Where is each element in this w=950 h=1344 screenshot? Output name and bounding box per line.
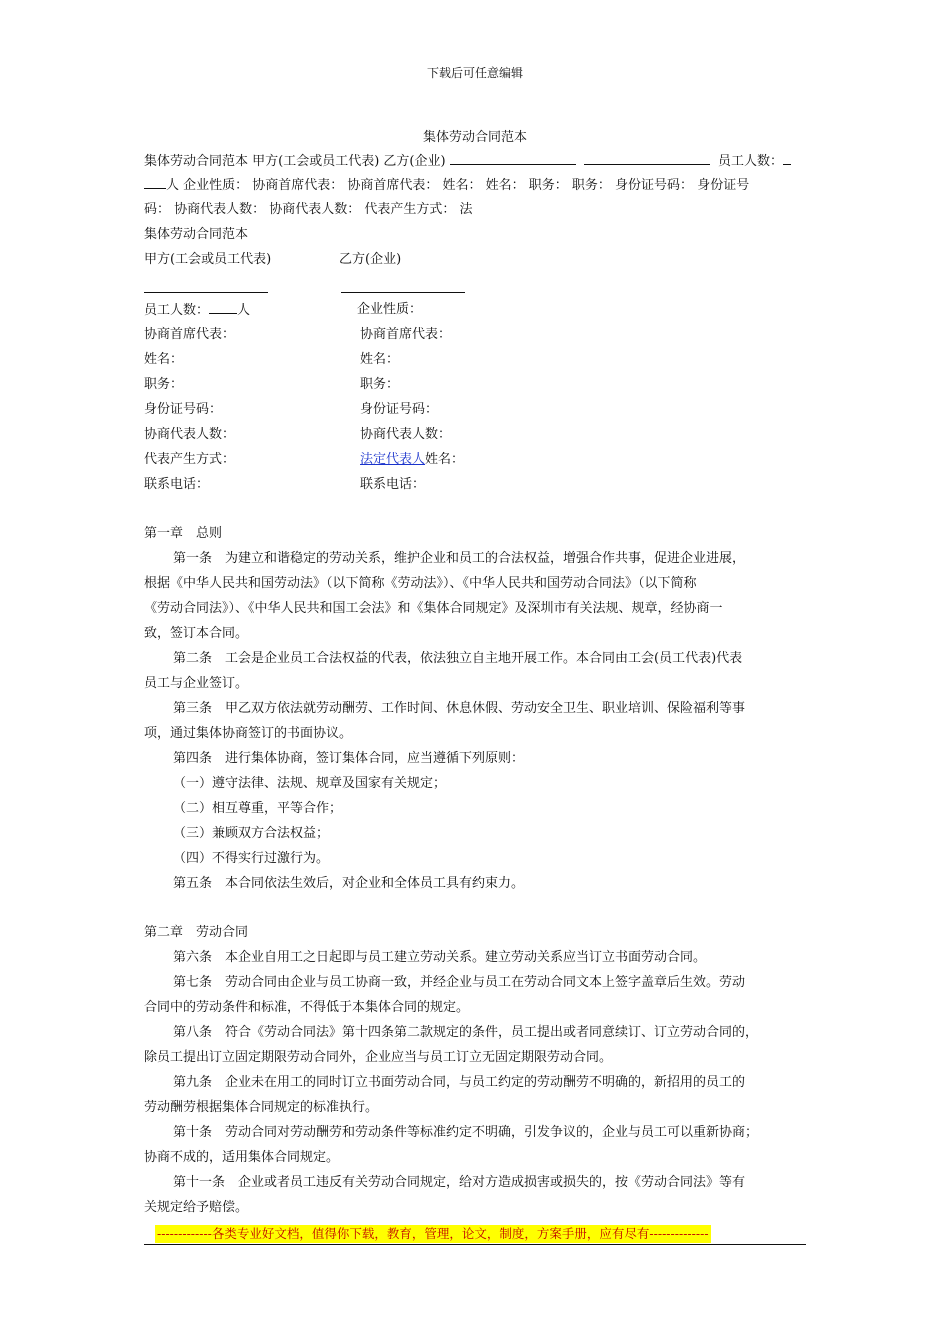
intro-text-2: 人 企业性质： 协商首席代表： 协商首席代表： 姓名： 姓名： 职务： 职务： 身份证号码： 身份证号 [166, 178, 750, 193]
article-1-line: 第一条 为建立和谐稳定的劳动关系，维护企业和员工的合法权益，增强合作共事，促进企业进展， [173, 551, 746, 566]
article-11-line: 关规定给予赔偿。 [144, 1200, 249, 1215]
article-7-line: 合同中的劳动条件和标准，不得低于本集体合同的规定。 [144, 1000, 470, 1015]
article-3-line: 项，通过集体协商签订的书面协议。 [144, 726, 353, 741]
party-a-signature-line [144, 292, 268, 293]
article-5-line: 第五条 本合同依法生效后，对企业和全体员工具有约束力。 [173, 876, 525, 891]
chapter-2-heading: 第二章 劳动合同 [144, 925, 249, 940]
article-6-line: 第六条 本企业自用工之日起即与员工建立劳动关系。建立劳动关系应当订立书面劳动合同。 [173, 950, 707, 965]
article-1-line: 根据《中华人民共和国劳动法》（以下简称《劳动法》）、《中华人民共和国劳动合同法》（以下简称 [144, 576, 697, 591]
intro-line-3: 码： 协商代表人数： 协商代表人数： 代表产生方式： 法 [144, 202, 473, 217]
left-chief-rep-label: 协商首席代表： [144, 327, 236, 342]
article-9-line: 劳动酬劳根据集体合同规定的标准执行。 [144, 1100, 379, 1115]
blank-field [209, 301, 237, 314]
employee-count-label: 员工人数： [144, 303, 210, 318]
article-1-line: 致，签订本合同。 [144, 626, 249, 641]
footer-rule [144, 1244, 806, 1245]
article-4-item: （一）遵守法律、法规、规章及国家有关规定； [173, 776, 447, 791]
article-7-line: 第七条 劳动合同由企业与员工协商一致，并经企业与员工在劳动合同文本上签字盖章后生效。劳动 [173, 975, 746, 990]
right-position-label: 职务： [360, 377, 400, 392]
left-rep-count-label: 协商代表人数： [144, 427, 236, 442]
right-chief-rep-label: 协商首席代表： [360, 327, 452, 342]
article-10-line: 协商不成的，适用集体合同规定。 [144, 1150, 340, 1165]
footer-banner: -------------各类专业好文档，值得你下载，教育，管理，论文，制度，方案手册，应有尽有-------------- [157, 1226, 709, 1241]
employee-count-unit: 人 [237, 303, 251, 318]
article-4-item: （二）相互尊重，平等合作； [173, 801, 343, 816]
article-4-line: 第四条 进行集体协商，签订集体合同，应当遵循下列原则： [173, 751, 525, 766]
legal-rep-link[interactable]: 法定代表人 [360, 452, 426, 467]
article-9-line: 第九条 企业未在用工的同时订立书面劳动合同，与员工约定的劳动酬劳不明确的，新招用的员工的 [173, 1075, 746, 1090]
blank-field [584, 152, 710, 165]
legal-rep-name-label: 姓名： [425, 452, 465, 467]
article-10-line: 第十条 劳动合同对劳动酬劳和劳动条件等标准约定不明确，引发争议的，企业与员工可以重新协商； [173, 1125, 759, 1140]
right-name-label: 姓名： [360, 352, 400, 367]
left-name-label: 姓名： [144, 352, 184, 367]
legal-rep-row [360, 451, 464, 469]
blank-field [450, 152, 576, 165]
employee-count-row [144, 301, 250, 320]
document-title: 集体劳动合同范本 [422, 130, 527, 145]
article-4-item: （三）兼顾双方合法权益； [173, 826, 330, 841]
intro-text-1: 集体劳动合同范本 甲方(工会或员工代表) 乙方(企业) [144, 154, 446, 169]
right-rep-count-label: 协商代表人数： [360, 427, 452, 442]
article-1-line: 《劳动合同法》）、《中华人民共和国工会法》和《集体合同规定》及深圳市有关法规、规章，经协商一 [144, 601, 723, 616]
intro-line-1 [144, 152, 791, 171]
party-a-label: 甲方(工会或员工代表) [144, 252, 272, 267]
article-8-line: 除员工提出订立固定期限劳动合同外，企业应当与员工订立无固定期限劳动合同。 [144, 1050, 613, 1065]
intro-line-2 [144, 176, 749, 195]
article-3-line: 第三条 甲乙双方依法就劳动酬劳、工作时间、休息休假、劳动安全卫生、职业培训、保险福利等事 [173, 701, 746, 716]
rep-method-label: 代表产生方式： [144, 452, 236, 467]
article-8-line: 第八条 符合《劳动合同法》第十四条第二款规定的条件，员工提出或者同意续订、订立劳动合同的， [173, 1025, 759, 1040]
right-id-label: 身份证号码： [360, 402, 439, 417]
blank-field [144, 176, 166, 189]
intro-text-1-tail: 员工人数： [717, 154, 783, 169]
enterprise-nature-label: 企业性质： [357, 302, 423, 317]
article-2-line: 第二条 工会是企业员工合法权益的代表，依法独立自主地开展工作。本合同由工会(员工代表)代表 [173, 651, 743, 666]
blank-field [783, 152, 791, 165]
article-11-line: 第十一条 企业或者员工违反有关劳动合同规定，给对方造成损害或损失的，按《劳动合同法》等有 [173, 1175, 746, 1190]
party-b-label: 乙方(企业) [339, 252, 402, 267]
right-phone-label: 联系电话： [360, 477, 426, 492]
party-b-signature-line [341, 292, 465, 293]
article-2-line: 员工与企业签订。 [144, 676, 249, 691]
left-phone-label: 联系电话： [144, 477, 210, 492]
left-position-label: 职务： [144, 377, 184, 392]
article-4-item: （四）不得实行过激行为。 [173, 851, 330, 866]
header-note: 下载后可任意编辑 [426, 66, 523, 80]
chapter-1-heading: 第一章 总则 [144, 526, 223, 541]
form-heading: 集体劳动合同范本 [144, 227, 249, 242]
left-id-label: 身份证号码： [144, 402, 223, 417]
